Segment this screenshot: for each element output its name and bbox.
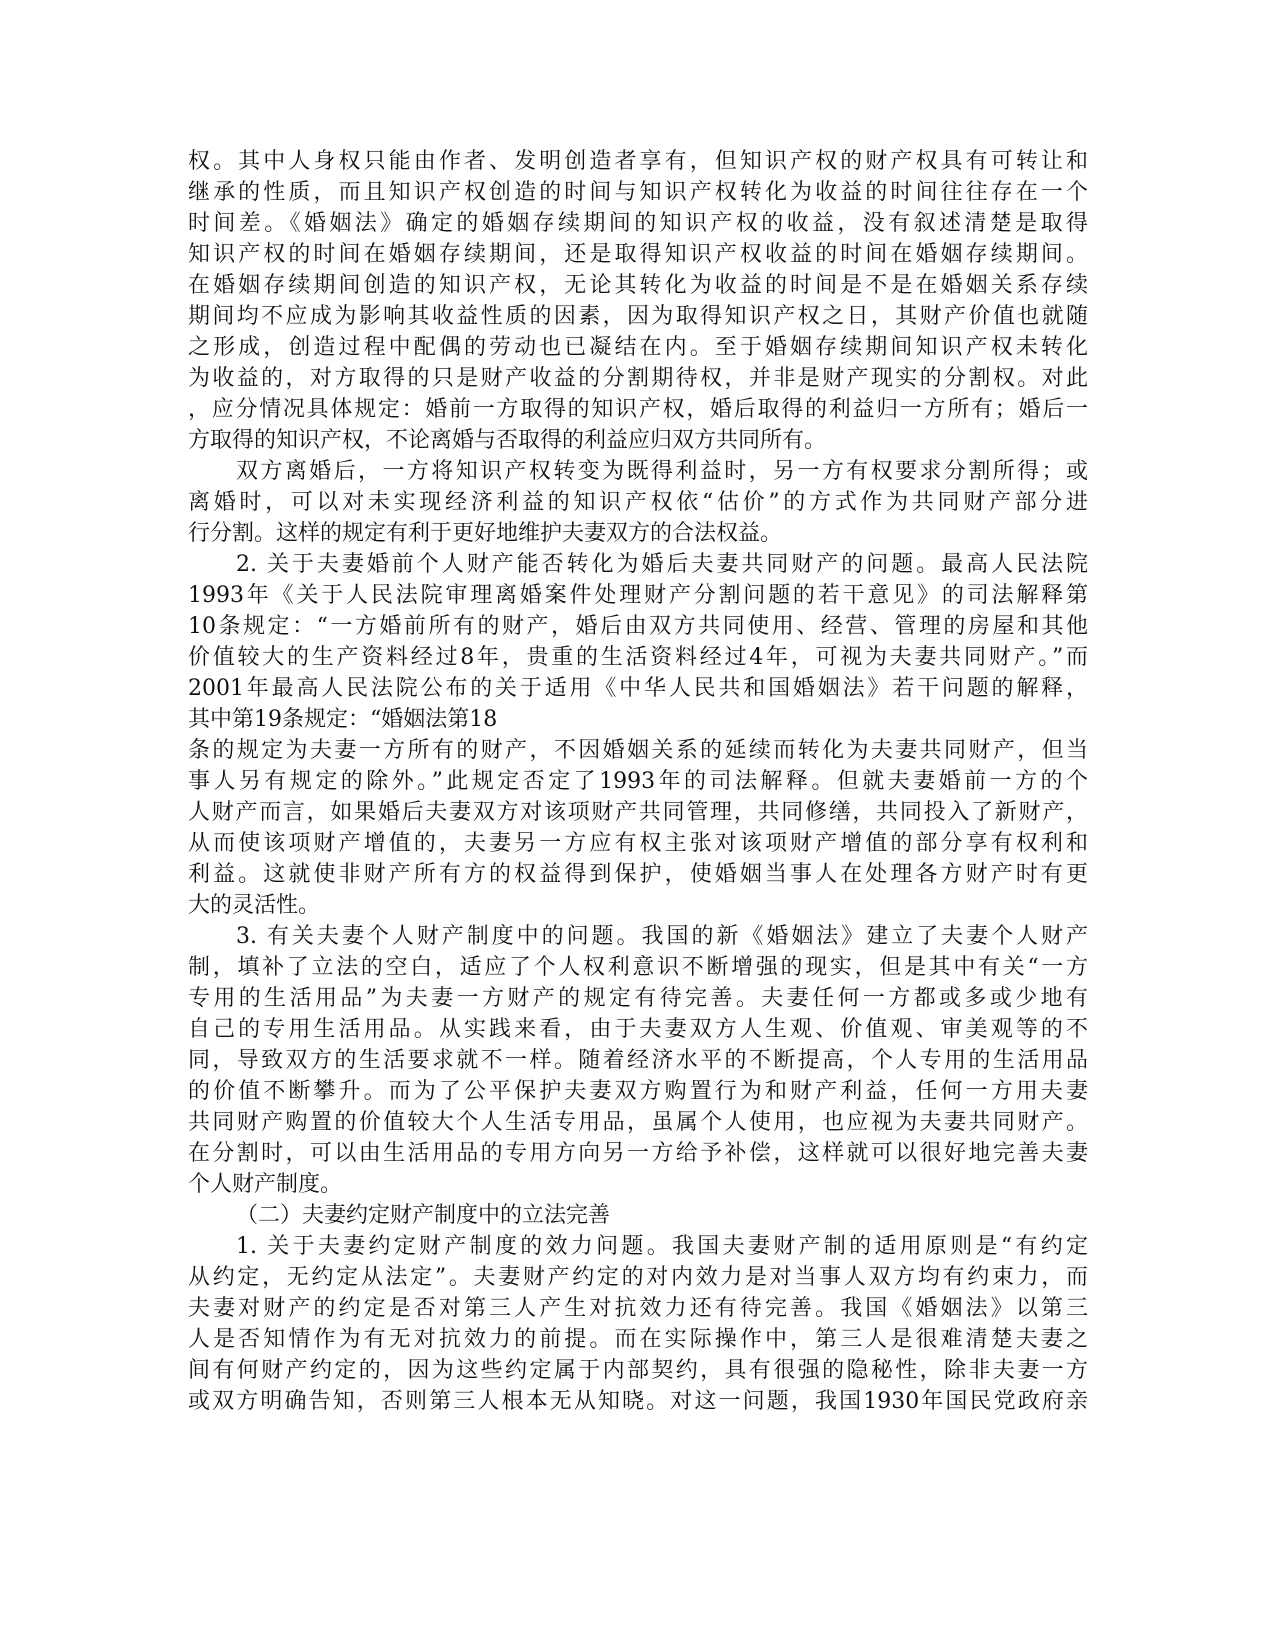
text-line: 1. 关于夫妻约定财产制度的效力问题。我国夫妻财产制的适用原则是“有约定 bbox=[236, 1234, 1088, 1259]
text-line: 或双方明确告知，否则第三人根本无从知晓。对这一问题，我国1930年国民党政府亲 bbox=[188, 1389, 1088, 1414]
text-line: 个人财产制度。 bbox=[188, 1172, 343, 1197]
text-line: 人是否知情作为有无对抗效力的前提。而在实际操作中，第三人是很难清楚夫妻之 bbox=[188, 1327, 1088, 1352]
text-line: 制，填补了立法的空白，适应了个人权利意识不断增强的现实，但是其中有关“一方 bbox=[188, 955, 1088, 980]
text-line: 夫妻对财产的约定是否对第三人产生对抗效力还有待完善。我国《婚姻法》以第三 bbox=[188, 1296, 1088, 1321]
text-line: 自己的专用生活用品。从实践来看，由于夫妻双方人生观、价值观、审美观等的不 bbox=[188, 1017, 1088, 1042]
text-line: 价值较大的生产资料经过8年，贵重的生活资料经过4年，可视为夫妻共同财产。”而 bbox=[188, 645, 1088, 670]
text-line: 大的灵活性。 bbox=[188, 893, 321, 918]
text-line: 3. 有关夫妻个人财产制度中的问题。我国的新《婚姻法》建立了夫妻个人财产 bbox=[236, 924, 1088, 949]
text-line: 权。其中人身权只能由作者、发明创造者享有，但知识产权的财产权具有可转让和 bbox=[188, 149, 1088, 174]
text-line: 事人另有规定的除外。”此规定否定了1993年的司法解释。但就夫妻婚前一方的个 bbox=[188, 769, 1088, 794]
text-line: 方取得的知识产权，不论离婚与否取得的利益应归双方共同所有。 bbox=[188, 428, 827, 453]
text-line: 从而使该项财产增值的，夫妻另一方应有权主张对该项财产增值的部分享有权利和 bbox=[188, 831, 1088, 856]
text-line: 之形成，创造过程中配偶的劳动也已凝结在内。至于婚姻存续期间知识产权未转化 bbox=[188, 335, 1088, 360]
text-line: 同，导致双方的生活要求就不一样。随着经济水平的不断提高，个人专用的生活用品 bbox=[188, 1048, 1088, 1073]
text-line: 的价值不断攀升。而为了公平保护夫妻双方购置行为和财产利益，任何一方用夫妻 bbox=[188, 1079, 1088, 1104]
text-line: 条的规定为夫妻一方所有的财产，不因婚姻关系的延续而转化为夫妻共同财产，但当 bbox=[188, 738, 1088, 763]
text-line: 从约定，无约定从法定”。夫妻财产约定的对内效力是对当事人双方均有约束力，而 bbox=[188, 1265, 1088, 1290]
text-line: 行分割。这样的规定有利于更好地维护夫妻双方的合法权益。 bbox=[188, 521, 783, 546]
text-line: 期间均不应成为影响其收益性质的因素，因为取得知识产权之日，其财产价值也就随 bbox=[188, 304, 1088, 329]
text-line: 其中第19条规定：“婚姻法第18 bbox=[188, 707, 498, 732]
text-line: 知识产权的时间在婚姻存续期间，还是取得知识产权收益的时间在婚姻存续期间。 bbox=[188, 242, 1088, 267]
text-line: 继承的性质，而且知识产权创造的时间与知识产权转化为收益的时间往往存在一个 bbox=[188, 180, 1088, 205]
text-line: 利益。这就使非财产所有方的权益得到保护，使婚姻当事人在处理各方财产时有更 bbox=[188, 862, 1088, 887]
text-line: 2001年最高人民法院公布的关于适用《中华人民共和国婚姻法》若干问题的解释， bbox=[188, 676, 1088, 701]
text-line: 在分割时，可以由生活用品的专用方向另一方给予补偿，这样就可以很好地完善夫妻 bbox=[188, 1141, 1088, 1166]
text-line: 间有何财产约定的，因为这些约定属于内部契约，具有很强的隐秘性，除非夫妻一方 bbox=[188, 1358, 1088, 1383]
text-line: 离婚时，可以对未实现经济利益的知识产权依“估价”的方式作为共同财产部分进 bbox=[188, 490, 1088, 515]
text-line: 在婚姻存续期间创造的知识产权，无论其转化为收益的时间是不是在婚姻关系存续 bbox=[188, 273, 1088, 298]
text-line: 1993年《关于人民法院审理离婚案件处理财产分割问题的若干意见》的司法解释第 bbox=[188, 583, 1088, 608]
text-line: 为收益的，对方取得的只是财产收益的分割期待权，并非是财产现实的分割权。对此 bbox=[188, 366, 1088, 391]
text-line: 人财产而言，如果婚后夫妻双方对该项财产共同管理，共同修缮，共同投入了新财产， bbox=[188, 800, 1088, 825]
text-line: 共同财产购置的价值较大个人生活专用品，虽属个人使用，也应视为夫妻共同财产。 bbox=[188, 1110, 1088, 1135]
text-line: 双方离婚后，一方将知识产权转变为既得利益时，另一方有权要求分割所得；或 bbox=[236, 459, 1088, 484]
text-line: （二）夫妻约定财产制度中的立法完善 bbox=[236, 1203, 611, 1228]
text-line: ，应分情况具体规定：婚前一方取得的知识产权，婚后取得的利益归一方所有；婚后一 bbox=[188, 397, 1088, 422]
text-line: 2. 关于夫妻婚前个人财产能否转化为婚后夫妻共同财产的问题。最高人民法院 bbox=[236, 552, 1088, 577]
document-page bbox=[188, 146, 1088, 1417]
text-line: 10条规定：“一方婚前所有的财产，婚后由双方共同使用、经营、管理的房屋和其他 bbox=[188, 614, 1088, 639]
text-line: 时间差。《婚姻法》确定的婚姻存续期间的知识产权的收益，没有叙述清楚是取得 bbox=[188, 211, 1088, 236]
text-line: 专用的生活用品”为夫妻一方财产的规定有待完善。夫妻任何一方都或多或少地有 bbox=[188, 986, 1088, 1011]
